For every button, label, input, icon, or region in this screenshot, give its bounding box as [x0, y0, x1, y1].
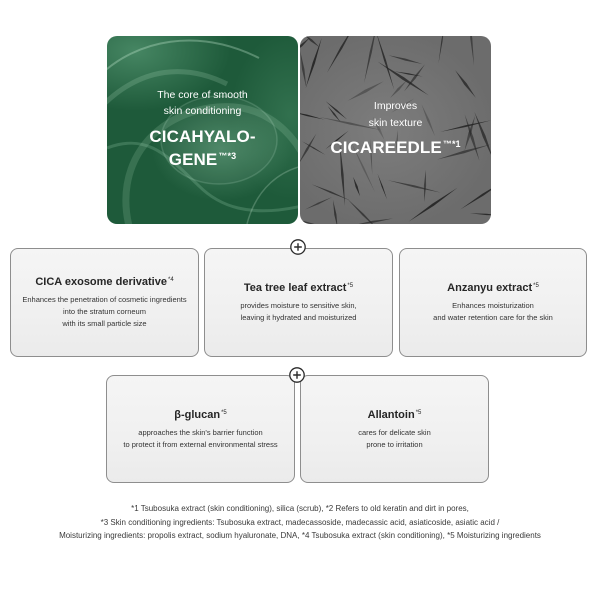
ingredient-description — [123, 427, 277, 451]
footnote-line: *3 Skin conditioning ingredients: Tsubosuka extract, madecassoside, madecassic acid, asiaticoside, asiatic acid / — [100, 517, 500, 527]
ingredient-title — [35, 275, 173, 292]
footnote-marker: *4 — [167, 277, 174, 283]
description-line: prone to irritation — [366, 439, 423, 449]
description-line: cares for delicate skin — [358, 427, 431, 437]
description-line: Enhances the penetration of cosmetic ingredients — [22, 295, 187, 304]
hero-title-line: CICAHYALO- — [149, 126, 256, 146]
hero-title — [330, 136, 460, 162]
hero-title — [149, 125, 255, 174]
footnote-line: *1 Tsubosuka extract (skin conditioning), silica (scrub), *2 Refers to old keratin and dirt in pores, — [131, 504, 469, 513]
ingredient-title — [368, 408, 422, 425]
description-line: approaches the skin's barrier function — [138, 427, 263, 437]
plus-circle-icon — [290, 239, 306, 255]
ingredient-description — [433, 300, 553, 324]
ingredient-title — [447, 281, 539, 298]
hero-title-text: GENE — [168, 149, 218, 169]
ingredient-description — [358, 427, 431, 451]
hero-text — [300, 36, 491, 224]
ingredient-card-tea-tree — [204, 248, 393, 357]
ingredient-card-cica-exosome — [10, 248, 199, 357]
ingredient-title-text: Tea tree leaf extract — [243, 282, 347, 294]
ingredient-title-text: β-glucan — [174, 408, 221, 421]
hero-title-line — [330, 136, 460, 162]
hero-card-cicahyalogene — [107, 36, 298, 224]
ingredient-title — [174, 408, 227, 425]
ingredient-card-anzanyu — [399, 248, 587, 357]
description-line: to protect it from external environmental stress — [123, 439, 278, 449]
hero-subtitle-line: Improves — [373, 100, 418, 112]
description-line: with its small particle size — [62, 319, 147, 328]
hero-text — [107, 36, 298, 224]
ingredient-card-allantoin — [300, 375, 489, 483]
description-line: provides moisture to sensitive skin, — [240, 301, 357, 310]
footnote-marker: *5 — [415, 409, 422, 416]
footnote-marker: *5 — [221, 409, 227, 416]
description-line: Enhances moisturization — [452, 301, 534, 310]
description-line: and water retention care for the skin — [433, 313, 553, 322]
trademark-footnote-marker: ™*1 — [442, 139, 461, 149]
footnote-line: Moisturizing ingredients: propolis extract, sodium hyaluronate, DNA, *4 Tsubosuka extract (skin conditioning), *5 Moisturizing ingredients — [59, 531, 541, 540]
hero-card-cicareedle — [300, 36, 491, 224]
description-line: into the stratum corneum — [63, 307, 146, 316]
hero-title-line — [149, 148, 255, 174]
ingredient-title-text: Allantoin — [367, 408, 415, 421]
ingredient-description — [22, 294, 186, 330]
ingredient-title — [244, 281, 353, 298]
hero-subtitle-line: skin conditioning — [163, 105, 242, 117]
description-line: leaving it hydrated and moisturized — [240, 313, 357, 322]
trademark-footnote-marker: ™*3 — [218, 150, 237, 161]
ingredient-description — [240, 300, 356, 324]
hero-subtitle-line: skin texture — [368, 116, 423, 129]
ingredient-title-text: Anzanyu extract — [447, 282, 533, 294]
ingredient-title-text: CICA exosome derivative — [35, 276, 167, 288]
hero-title-text: CICAREEDLE — [330, 138, 442, 157]
footnote-marker: *5 — [533, 283, 539, 289]
ingredient-card-beta-glucan — [106, 375, 295, 483]
footnotes — [0, 502, 600, 543]
plus-circle-icon — [289, 367, 305, 383]
footnote-marker: *5 — [347, 283, 354, 289]
hero-subtitle-line: The core of smooth — [157, 88, 248, 101]
